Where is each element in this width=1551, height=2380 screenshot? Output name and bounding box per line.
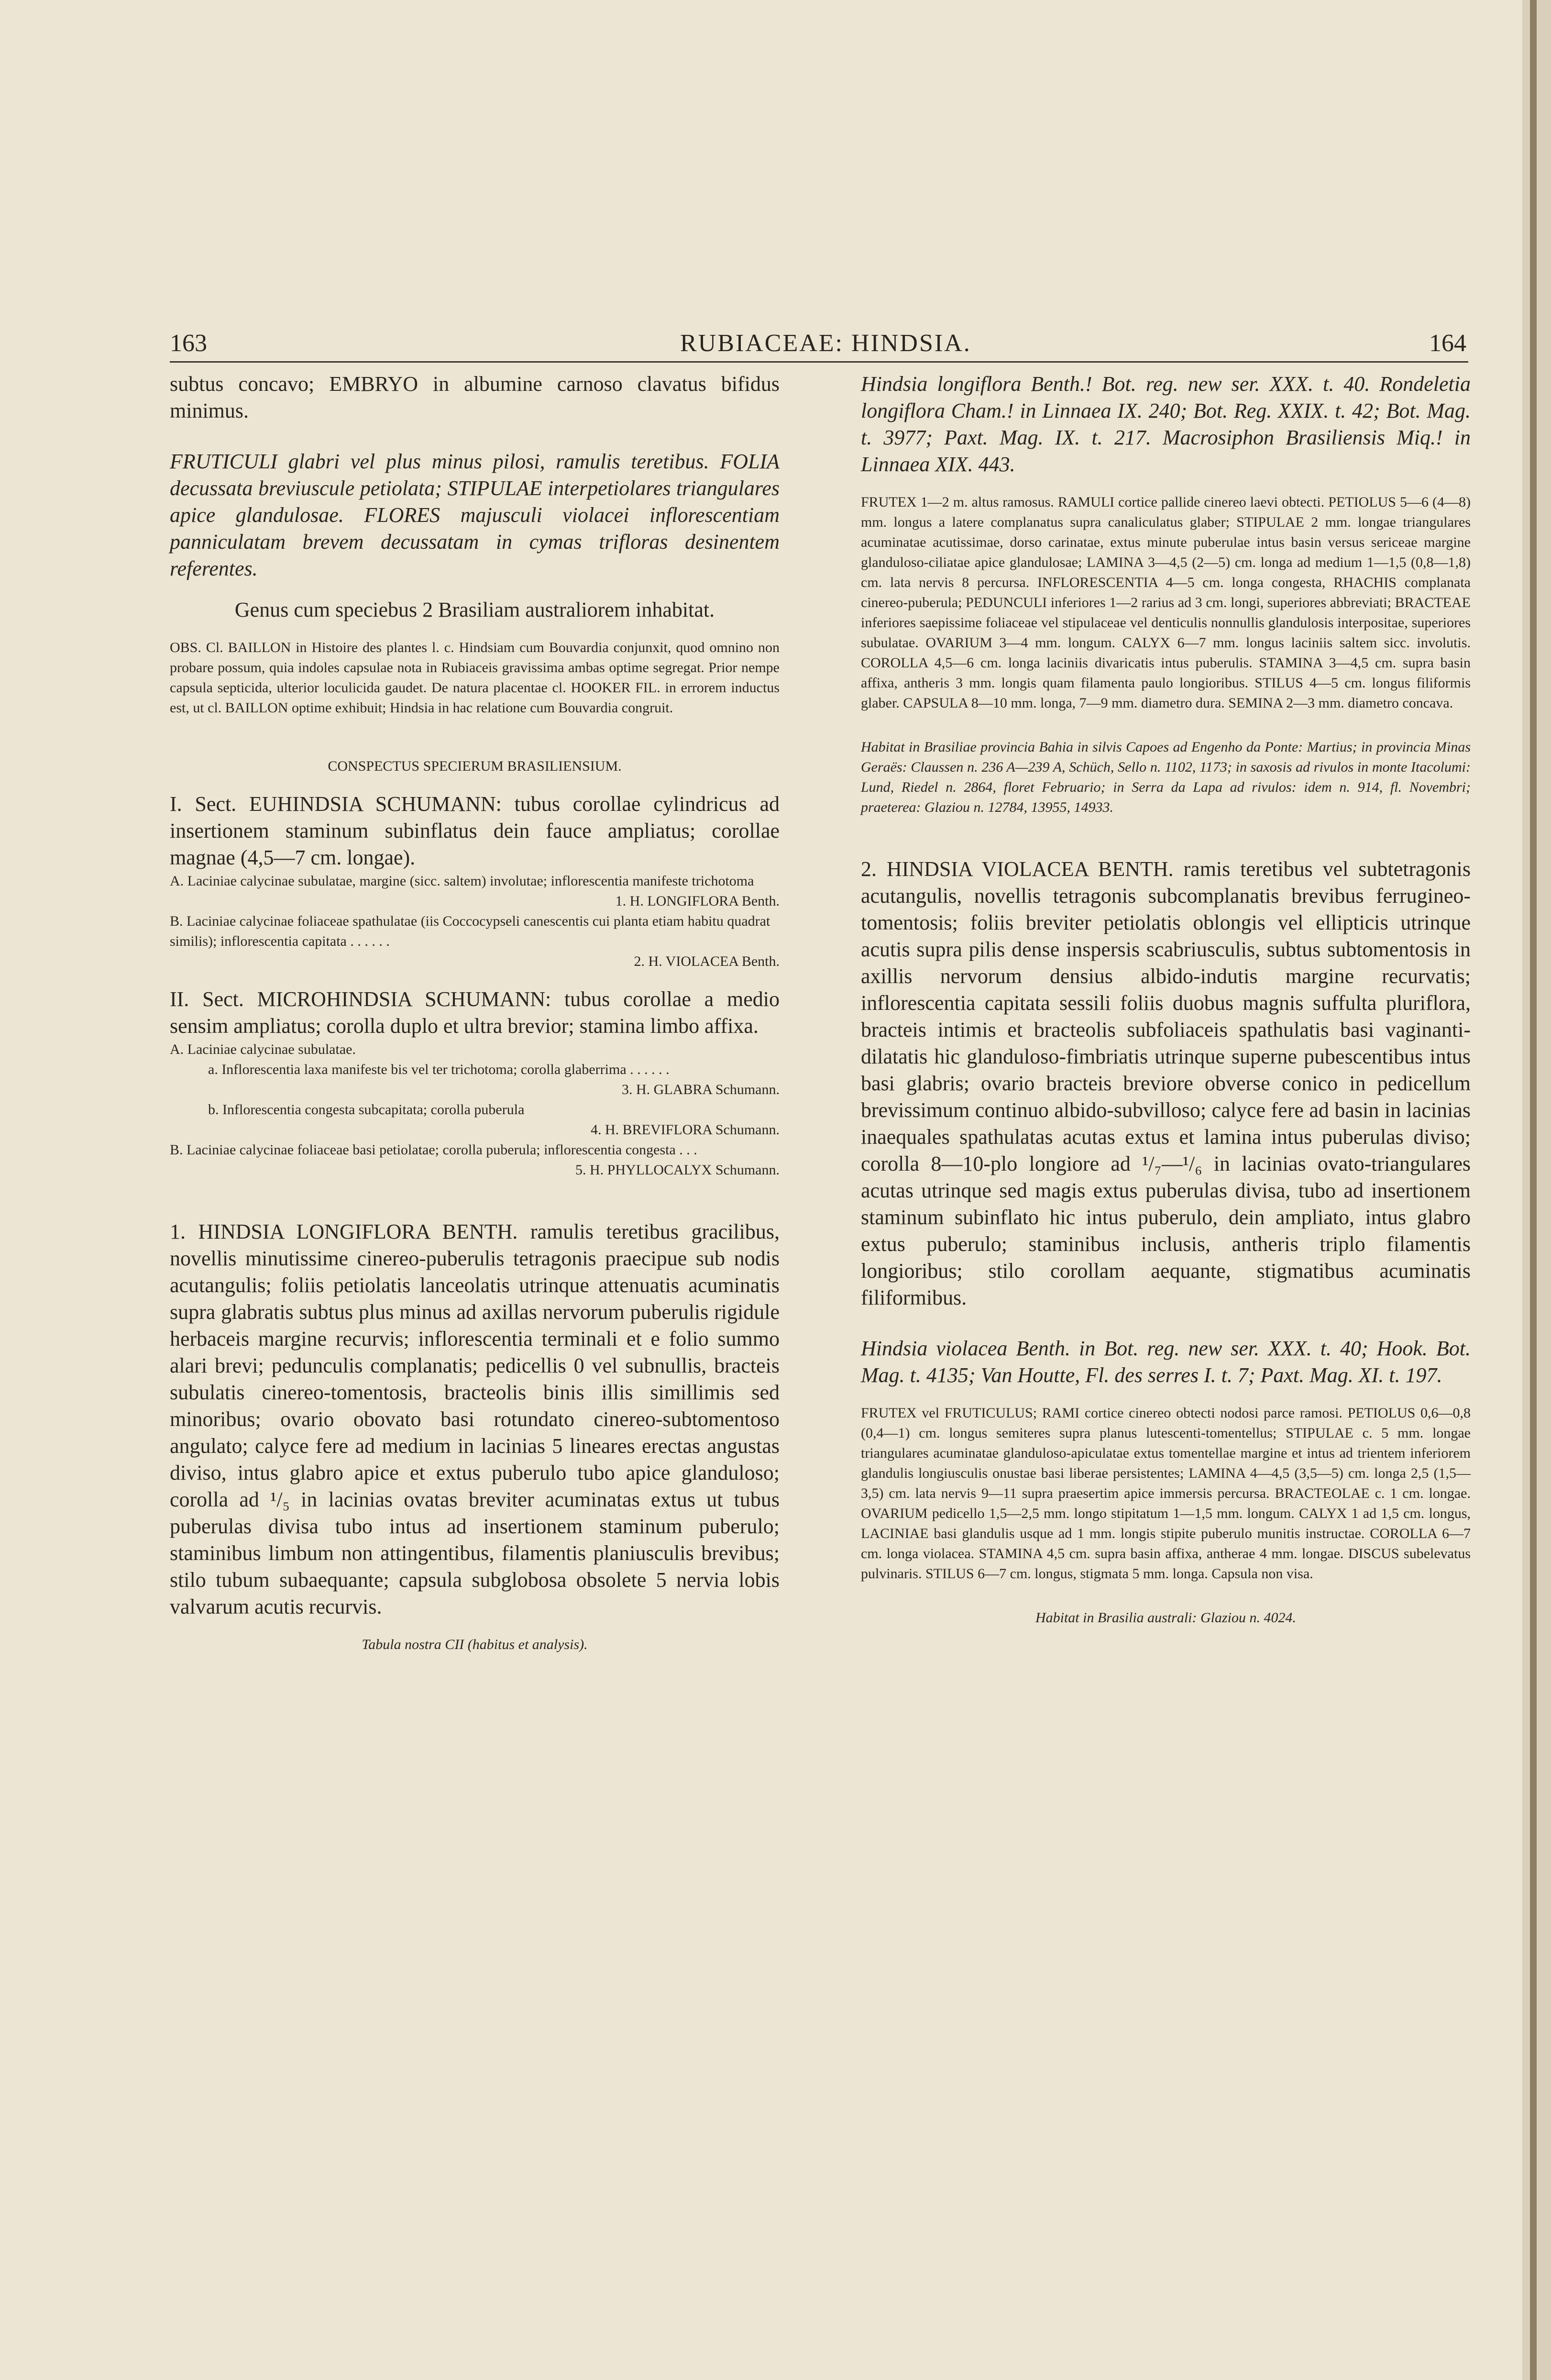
key-a: A. Laciniae calycinae subulatae, margine (sicc. saltem) involutae; inflorescentia manifeste trichotoma [170,873,754,889]
left-column [170,371,780,1655]
key2-b: B. Laciniae calycinae foliaceae basi petiolatae; corolla puberula; inflorescentia congesta . . . [170,1142,697,1158]
running-title: RUBIACEAE: HINDSIA. [680,330,971,357]
right-column [861,371,1471,1628]
distribution-note: Genus cum speciebus 2 Brasiliam australiorem inhabitat. [234,598,715,621]
key-b-result: 2. H. VIOLACEA Benth. [634,953,780,969]
key2-a-sub: a. Inflorescentia laxa manifeste bis vel ter trichotoma; corolla glaberrima . . . . . . [208,1062,670,1077]
header-rule [170,361,1468,363]
section-euhindsia: I. Sect. EUHINDSIA SCHUMANN: tubus corollae cylindricus ad insertionem staminum subinflatus dein fauce ampliatus; corollae magnae (4,5—7 cm. longae). [170,792,780,869]
species-2-description: 2. HINDSIA VIOLACEA BENTH. ramis teretibus vel subtetragonis acutangulis, novellis tetragonis subcomplanatis brevibus ferrugineo-tomentosis; foliis breviter petiolatis oblongis vel ellipticis utrinque acutis supra pilis dense inspersis scabriusculis, subtus subtomentosis in axillis nervorum densius albido-indutis margine recurvatis; inflorescentia capitata sessili foliis duobus magnis suffulta pluriflora, bracteis intimis et bracteolis subfoliaceis spathulatis basi vaginanti-dilatatis hic glanduloso-fimbriatis utrinque superne pubescentibus intus basi glabris; ovario bracteis breviore obverse conico in pedicellum brevissimum continuo albido-subvilloso; calyce fere ad basin in lacinias inaequales spathulatas acutas extus et lamina intus puberulas diviso; corolla 8—10-plo longiore ad ¹/₇—¹/₆ in lacinias ovato-triangulares acutas utrinque sed magis extus puberulas divisa, tubo ad insertionem staminum subinflato hic intus puberulo, dein ampliato, intus glabro extus puberulo; staminibus inclusis, antheris triplo filamentis longioribus; stilo corollam aequante, stigmatibus acuminatis filiformibus. [861,857,1471,1309]
key2-b-sub: b. Inflorescentia congesta subcapitata; corolla puberula [208,1102,525,1118]
page-edge-shadow [1530,0,1537,2380]
species-2-details: FRUTEX vel FRUTICULUS; RAMI cortice cinereo obtecti nodosi parce ramosi. PETIOLUS 0,6—0,8 (0,4—1) cm. longus semiteres supra planus lutescenti-tomentellus; STIPULAE c. 5 mm. longae triangulares acuminatae glanduloso-apiculatae extus tomentellae margine et intus ad trientem inferiorem glandulis longiusculis onustae basi liberae persistentes; LAMINA 4—4,5 (3,5—5) cm. longa 2,5 (1,5—3,5) cm. lata nervis 9—11 supra praesertim apice immersis percursa. BRACTEOLAE c. 1 cm. longae. OVARIUM pedicello 1,5—2,5 mm. longo stipitatum 1—1,5 mm. longum. CALYX 1 ad 1,5 cm. longus, LACINIAE basi glandulis usque ad 1 mm. longis stipite puberulo munitis instructae. COROLLA 6—7 cm. longa violacea. STAMINA 4,5 cm. supra basin affixa, antherae 4 mm. longae. DISCUS subelevatus pulvinaris. STILUS 6—7 cm. longus, stigmata 5 mm. longa. Capsula non visa. [861,1405,1471,1582]
species-1-habitat: Habitat in Brasiliae provincia Bahia in silvis Capoes ad Engenho da Ponte: Martius; in provincia Minas Geraës: Claussen n. 236 A—239 A, Schüch, Sello n. 1102, 1173; in saxosis ad rivulos in monte Itacolumi: Lund, Riedel n. 2864, floret Februario; in Serra da Lapa ad rivulos: idem n. 914, fl. Novembri; praeterea: Glaziou n. 12784, 13955, 14933. [861,739,1471,815]
plate-reference: Tabula nostra CII (habitus et analysis). [362,1637,588,1652]
observation-note: OBS. Cl. BAILLON in Histoire des plantes l. c. Hindsiam cum Bouvardia conjunxit, quod omnino non probare possum, quia indoles capsulae nota in Rubiaceis gravissima ambas optime segregat. Prior nempe capsula septicida, ulterior loculicida gaudet. De natura placentae cl. HOOKER FIL. in errorem inductus est, ut cl. BAILLON optime exhibuit; Hindsia in hac relatione cum Bouvardia congruit. [170,640,780,716]
key-a-result: 1. H. LONGIFLORA Benth. [615,893,780,909]
key2-a: A. Laciniae calycinae subulatae. [170,1041,356,1057]
species-2-habitat: Habitat in Brasilia australi: Glaziou n. 4024. [1035,1610,1297,1626]
genus-description: FRUTICULI glabri vel plus minus pilosi, ramulis teretibus. FOLIA decussata breviuscule petiolata; STIPULAE interpetiolares triangulares apice glandulosae. FLORES majusculi violacei inflorescentiam panniculatam brevem decussatam in cymas trifloras desinentem referentes. [170,450,780,580]
species-1-description: 1. HINDSIA LONGIFLORA BENTH. ramulis teretibus gracilibus, novellis minutissime cinereo-puberulis tetragonis praecipue sub nodis acutangulis; foliis petiolatis lanceolatis utrinque attenuatis acuminatis supra glabratis subtus plus minus ad axillas nervorum puberulis rigidule herbaceis margine recurvis; inflorescentia terminali et e folio summo alari brevi; pedunculis complanatis; pedicellis 0 vel subnullis, bracteis subulatis cinereo-tomentosis, bracteolis binis illis simillimis sed minoribus; ovario obovato basi rotundato cinereo-subtomentoso angulato; calyce fere ad medium in lacinias 5 lineares erectas angustas diviso, intus glabro apice et extus puberulo tubo apice glanduloso; corolla ad ¹/₅ in lacinias ovatas breviter acuminatas extus ut tubus puberulas divisa tubo intus ad insertionem staminum puberulo; staminibus limbum non attingentibus, filamentis planiusculis brevibus; stilo tubum subaequante; capsula subglobosa obsolete 5 nervia lobis valvarum acutis recurvis. [170,1220,780,1618]
key2-b-sub-result: 4. H. BREVIFLORA Schumann. [590,1122,780,1138]
key-b: B. Laciniae calycinae foliaceae spathulatae (iis Coccocypseli canescentis cui planta etiam habitu quadrat similis); inflorescentia capitata . . . . . . [170,913,770,949]
page-number-right: 164 [1429,330,1466,357]
genus-text-continued: subtus concavo; EMBRYO in albumine carnoso clavatus bifidus minimus. [170,372,780,422]
conspectus-title: CONSPECTUS SPECIERUM BRASILIENSIUM. [328,758,622,774]
species-1-details: FRUTEX 1—2 m. altus ramosus. RAMULI cortice pallide cinereo laevi obtecti. PETIOLUS 5—6 (4—8) mm. longus a latere complanatus supra canaliculatus glaber; STIPULAE 2 mm. longae triangulares acuminatae acutissimae, dorso carinatae, extus minute puberulae intus basin versus sericeae margine glanduloso-ciliatae apice glandulosae; LAMINA 3—4,5 (2—5) cm. longa ad medium 1—1,5 (0,8—1,8) cm. lata nervis 8 percursa. INFLORESCENTIA 4—5 cm. longa congesta, RHACHIS complanata cinereo-puberula; PEDUNCULI inferiores 1—2 rarius ad 3 cm. longi, superiores abbreviati; BRACTEAE inferiores saepissime foliaceae vel stipulaceae vel denticulis nonnullis glandulosis interpositae, superiores subulatae. OVARIUM 3—4 mm. longum. CALYX 6—7 mm. longus laciniis saltem sicc. involutis. COROLLA 4,5—6 cm. longa laciniis divaricatis intus puberulis. STAMINA 3—4,5 cm. supra basin affixa, antheris 3 mm. longis quam filamenta paulo longioribus. STILUS 4—5 cm. longus filiformis glaber. CAPSULA 8—10 mm. longa, 7—9 mm. diametro dura. SEMINA 2—3 mm. diametro concava. [861,494,1471,711]
page-number-left: 163 [170,330,207,357]
species-1-synonyms: Hindsia longiflora Benth.! Bot. reg. new ser. XXX. t. 40. Rondeletia longiflora Cham.! in Linnaea IX. 240; Bot. Reg. XXIX. t. 42; Bot. Mag. t. 3977; Paxt. Mag. IX. t. 217. Macrosiphon Brasiliensis Miq.! in Linnaea XIX. 443. [861,372,1471,476]
page-edge [1522,0,1551,2380]
section-microhindsia: II. Sect. MICROHINDSIA SCHUMANN: tubus corollae a medio sensim ampliatus; corolla duplo et ultra brevior; stamina limbo affixa. [170,987,780,1038]
species-2-synonyms: Hindsia violacea Benth. in Bot. reg. new ser. XXX. t. 40; Hook. Bot. Mag. t. 4135; Van Houtte, Fl. des serres I. t. 7; Paxt. Mag. XI. t. 197. [861,1337,1471,1387]
key2-a-sub-result: 3. H. GLABRA Schumann. [622,1082,780,1097]
key2-b-result: 5. H. PHYLLOCALYX Schumann. [575,1162,780,1178]
